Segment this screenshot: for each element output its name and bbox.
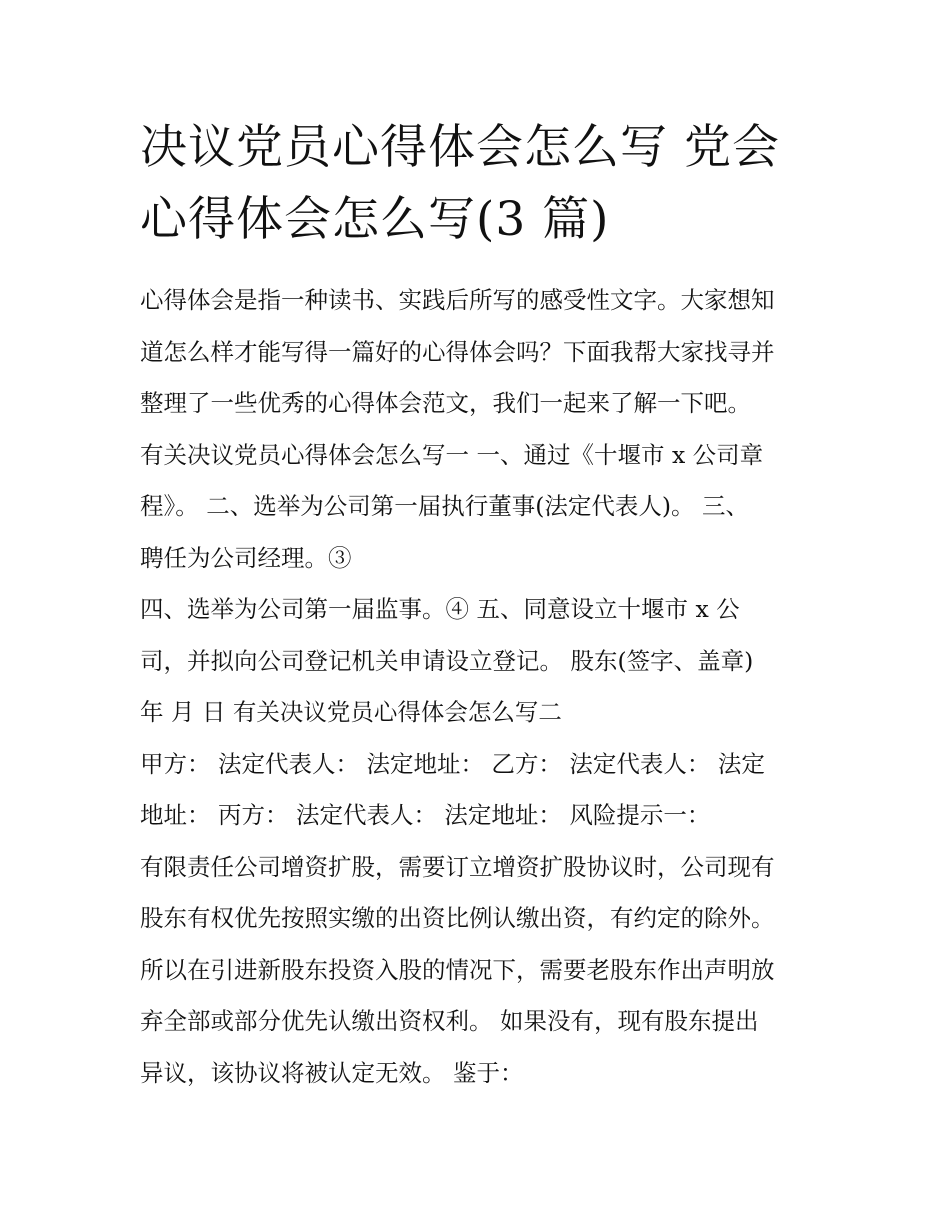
body-line: 地址： 丙方： 法定代表人： 法定地址： 风险提示一： bbox=[140, 801, 711, 829]
body-line: 股东有权优先按照实缴的出资比例认缴出资，有约定的除外。 bbox=[140, 904, 775, 932]
body-line: 所以在引进新股东投资入股的情况下，需要老股东作出声明放 bbox=[140, 955, 775, 984]
title-line: 决议党员心得体会怎么写 党会 bbox=[140, 120, 780, 175]
title-line: 心得体会怎么写(3 篇) bbox=[140, 192, 610, 247]
body-line: 年 月 日 有关决议党员心得体会怎么写二 bbox=[140, 698, 562, 726]
document-body bbox=[140, 280, 830, 1104]
body-line: 司，并拟向公司登记机关申请设立登记。 股东(签字、盖章) bbox=[140, 646, 754, 675]
body-line: 心得体会是指一种读书、实践后所写的感受性文字。大家想知 bbox=[140, 286, 775, 314]
body-line: 有关决议党员心得体会怎么写一 一、通过《十堰市 x 公司章 bbox=[140, 440, 764, 469]
body-line: 异议，该协议将被认定无效。 鉴于： bbox=[140, 1058, 524, 1087]
document-title bbox=[140, 112, 830, 256]
body-line: 四、选举为公司第一届监事。④ 五、同意设立十堰市 x 公 bbox=[140, 595, 740, 623]
body-line: 整理了一些优秀的心得体会范文，我们一起来了解一下吧。 bbox=[140, 389, 751, 417]
body-line: 甲方： 法定代表人： 法定地址： 乙方： 法定代表人： 法定 bbox=[140, 749, 765, 778]
body-line: 程》。 二、选举为公司第一届执行董事(法定代表人)。 三、 bbox=[140, 492, 750, 520]
body-line: 弃全部或部分优先认缴出资权利。 如果没有，现有股东提出 bbox=[140, 1007, 759, 1035]
body-line: 聘任为公司经理。③ bbox=[140, 543, 352, 572]
body-line: 有限责任公司增资扩股，需要订立增资扩股协议时，公司现有 bbox=[140, 852, 775, 881]
body-line: 道怎么样才能写得一篇好的心得体会吗？下面我帮大家找寻并 bbox=[140, 337, 775, 366]
